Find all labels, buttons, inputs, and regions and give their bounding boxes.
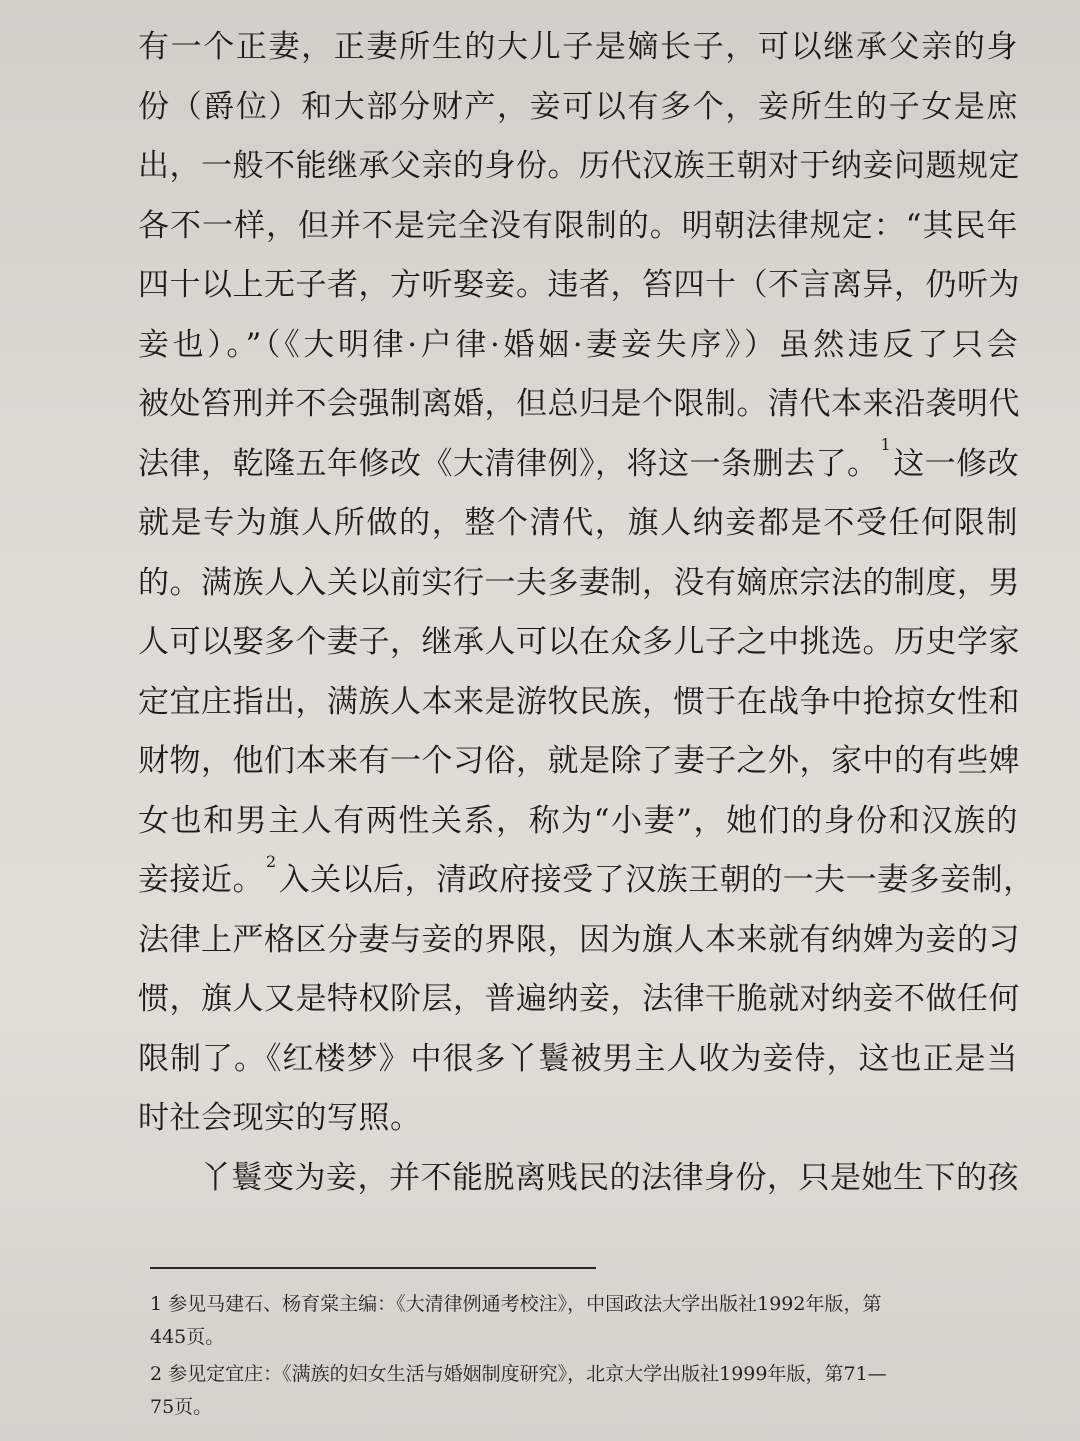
text-line: 就是专为旗人所做的，整个清代，旗人纳妾都是不受任何限制 — [138, 505, 1018, 541]
text-line: 出，一般不能继承父亲的身份。历代汉族王朝对于纳妾问题规定 — [138, 148, 1020, 184]
text-line: 有一个正妻，正妻所生的大儿子是嫡长子，可以继承父亲的身 — [138, 29, 1018, 65]
text-line: 财物，他们本来有一个习俗，就是除了妻子之外，家中的有些婢 — [138, 743, 1020, 779]
text-line: 各不一样，但并不是完全没有限制的。明朝法律规定：“其民年 — [138, 207, 1018, 244]
footnote-2-line-2: 75页。 — [150, 1396, 213, 1418]
text-line-with-note-1 — [138, 435, 1018, 495]
footnote-1-line-2: 445页。 — [150, 1326, 225, 1348]
text-line: 份（爵位）和大部分财产，妾可以有多个，妾所生的子女是庶 — [138, 88, 1018, 125]
text-line: 女也和男主人有两性关系，称为“小妻”，她们的身份和汉族的 — [138, 802, 1018, 839]
text-line: 法律上严格区分妻与妾的界限，因为旗人本来就有纳婢为妾的习 — [138, 921, 1020, 958]
text-line: 四十以上无子者，方听娶妾。违者，笞四十（不言离异，仍听为 — [138, 267, 1020, 303]
text-line: 妾也）。”（《大明律·户律·婚姻·妻妾失序》）虽然违反了只会 — [138, 326, 1018, 363]
text-segment: 法律，乾隆五年修改《大清律例》，将这一条删去了。 — [138, 445, 879, 482]
footnote-ref-2: 2 — [266, 851, 277, 871]
text-segment: 妾接近。 — [138, 862, 264, 898]
text-line: 限制了。《红楼梦》中很多丫鬟被男主人收为妾侍，这也正是当 — [138, 1040, 1018, 1077]
text-line: 人可以娶多个妻子，继承人可以在众多儿子之中挑选。历史学家 — [138, 624, 1020, 660]
text-line-paragraph-start: 丫鬟变为妾，并不能脱离贱民的法律身份，只是她生下的孩 — [200, 1159, 1019, 1196]
text-line: 的。满族人入关以前实行一夫多妻制，没有嫡庶宗法的制度，男 — [138, 564, 1020, 601]
text-segment: 入关以后，清政府接受了汉族王朝的一夫一妻多妾制， — [278, 862, 1035, 898]
text-segment: 这一修改 — [893, 445, 1020, 482]
text-line: 被处笞刑并不会强制离婚，但总归是个限制。清代本来沿袭明代 — [138, 386, 1020, 422]
text-line: 定宜庄指出，满族人本来是游牧民族，惯于在战争中抢掠女性和 — [138, 683, 1020, 720]
footnote-2-line-1: 2 参见定宜庄：《满族的妇女生活与婚姻制度研究》，北京大学出版社1999年版，第71— — [150, 1363, 887, 1385]
footnote-divider — [150, 1267, 596, 1269]
text-line-with-note-2 — [138, 851, 1035, 911]
footnote-ref-1: 1 — [880, 435, 892, 455]
text-line-paragraph-end: 时社会现实的写照。 — [138, 1100, 422, 1136]
text-line: 惯，旗人又是特权阶层，普遍纳妾，法律干脆就对纳妾不做任何 — [138, 981, 1020, 1017]
body-text — [138, 18, 1035, 1208]
footnotes — [150, 1288, 1010, 1424]
footnote-1-line-1: 1 参见马建石、杨育棠主编：《大清律例通考校注》，中国政法大学出版社1992年版，第 — [150, 1293, 882, 1315]
